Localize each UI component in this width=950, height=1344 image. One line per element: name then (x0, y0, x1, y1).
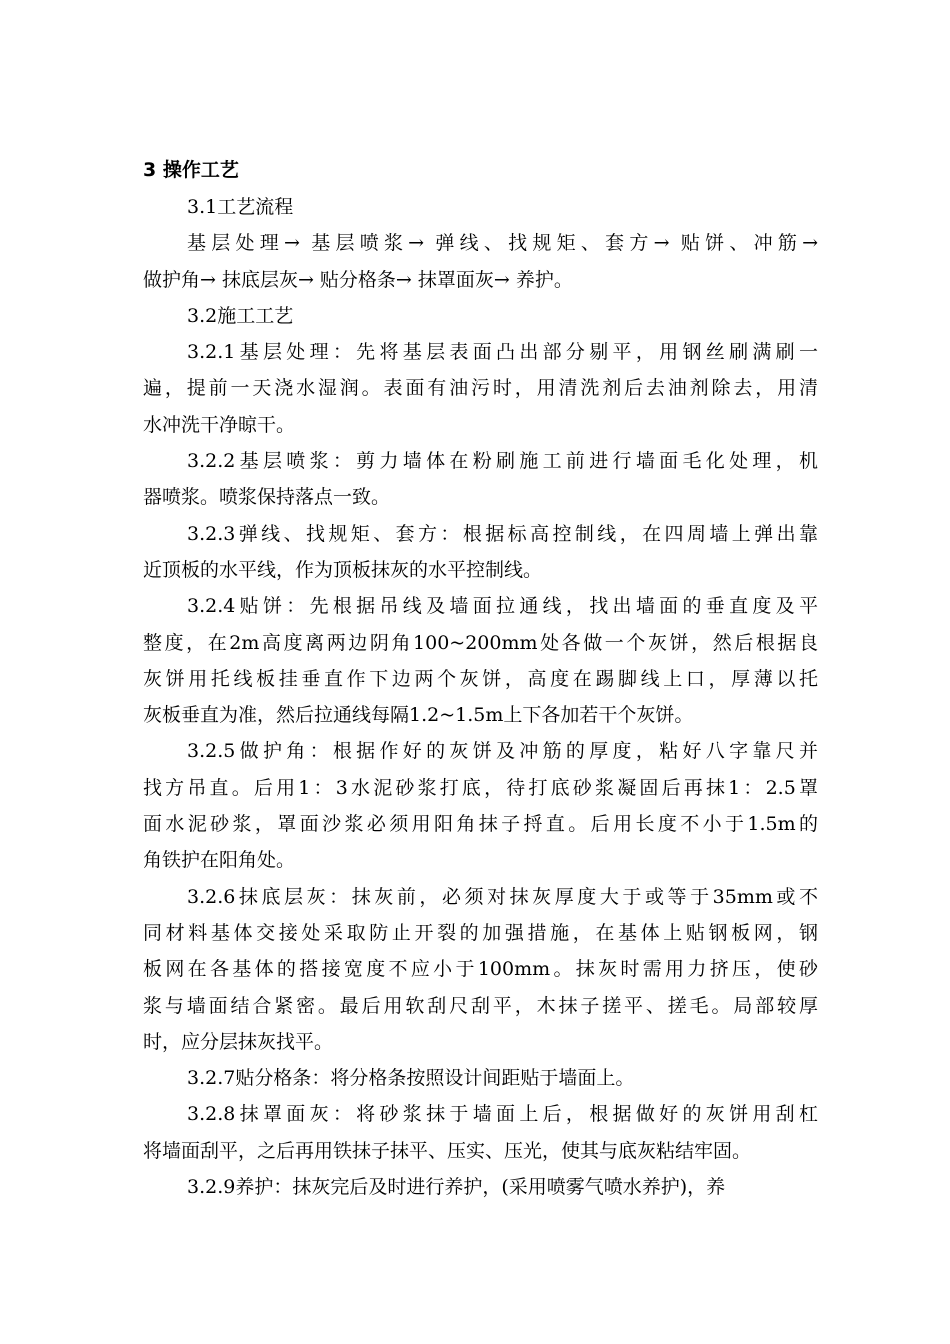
flow-paragraph (143, 225, 818, 298)
craft-items (143, 334, 818, 1205)
paragraph-line: 整度，在2m高度离两边阴角100~200mm处各做一个灰饼，然后根据良 (143, 631, 818, 654)
craft-item-paragraph (143, 733, 818, 878)
paragraph-line: 3.2.2基层喷浆：剪力墙体在粉刷施工前进行墙面毛化处理，机 (187, 450, 818, 473)
paragraph-line: 3.2.6抹底层灰：抹灰前，必须对抹灰厚度大于或等于35mm或不 (187, 885, 818, 908)
paragraph-line: 找方吊直。后用1：3水泥砂浆打底，待打底砂浆凝固后再抹1：2.5罩 (143, 776, 818, 799)
paragraph-line: 3.2.7贴分格条：将分格条按照设计间距贴于墙面上。 (187, 1067, 635, 1090)
paragraph-line: 同材料基体交接处采取防止开裂的加强措施，在基体上贴钢板网，钢 (143, 921, 818, 944)
craft-item-paragraph (143, 588, 818, 733)
paragraph-line: 水冲洗干净晾干。 (143, 413, 296, 436)
craft-item-paragraph (143, 879, 818, 1060)
paragraph-line: 器喷浆。喷浆保持落点一致。 (143, 486, 391, 509)
craft-title: 3.2施工工艺 (187, 304, 294, 327)
craft-item-paragraph (143, 334, 818, 443)
paragraph-line: 灰板垂直为准，然后拉通线每隔1.2~1.5m上下各加若干个灰饼。 (143, 704, 694, 727)
paragraph-line: 时，应分层抹灰找平。 (143, 1030, 334, 1053)
paragraph-line: 3.2.4贴饼：先根据吊线及墙面拉通线，找出墙面的垂直度及平 (187, 595, 818, 618)
craft-item-paragraph (143, 443, 818, 516)
craft-item-paragraph (143, 1169, 818, 1205)
paragraph-line: 角铁护在阳角处。 (143, 849, 296, 872)
craft-item-paragraph (143, 1096, 818, 1169)
paragraph-line: 3.2.3弹线、找规矩、套方：根据标高控制线，在四周墙上弹出靠 (187, 522, 818, 545)
document-page (143, 152, 818, 1205)
paragraph-line: 浆与墙面结合紧密。最后用软刮尺刮平，木抹子搓平、搓毛。局部较厚 (143, 994, 818, 1017)
paragraph-line: 板网在各基体的搭接宽度不应小于100mm。抹灰时需用力挤压，使砂 (143, 958, 818, 981)
paragraph-line: 面水泥砂浆，罩面沙浆必须用阳角抹子捋直。后用长度不小于1.5m的 (143, 813, 818, 836)
craft-item-paragraph (143, 516, 818, 589)
paragraph-line: 3.2.5做护角：根据作好的灰饼及冲筋的厚度，粘好八字靠尺并 (187, 740, 818, 763)
craft-item-paragraph (143, 1060, 818, 1096)
paragraph-line: 3.2.9养护：抹灰完后及时进行养护，(采用喷雾气喷水养护)，养 (187, 1176, 726, 1199)
paragraph-line: 3.2.1基层处理：先将基层表面凸出部分剔平，用钢丝刷满刷一 (187, 341, 818, 364)
paragraph-line: 将墙面刮平，之后再用铁抹子抹平、压实、压光，使其与底灰粘结牢固。 (143, 1139, 752, 1162)
flow-line: 基层处理→ 基层喷浆→ 弹线、找规矩、套方→ 贴饼、冲筋→ (187, 232, 818, 255)
paragraph-line: 灰饼用托线板挂垂直作下边两个灰饼，高度在踢脚线上口，厚薄以托 (143, 667, 818, 690)
flow-line: 做护角→ 抹底层灰→ 贴分格条→ 抹罩面灰→ 养护。 (143, 268, 573, 291)
paragraph-line: 遍，提前一天浇水湿润。表面有油污时，用清洗剂后去油剂除去，用清 (143, 377, 818, 400)
paragraph-line: 近顶板的水平线，作为顶板抹灰的水平控制线。 (143, 558, 543, 581)
section-heading: 3 操作工艺 (143, 159, 239, 181)
flow-title: 3.1工艺流程 (187, 196, 294, 218)
paragraph-line: 3.2.8抹罩面灰：将砂浆抹于墙面上后，根据做好的灰饼用刮杠 (187, 1103, 818, 1126)
